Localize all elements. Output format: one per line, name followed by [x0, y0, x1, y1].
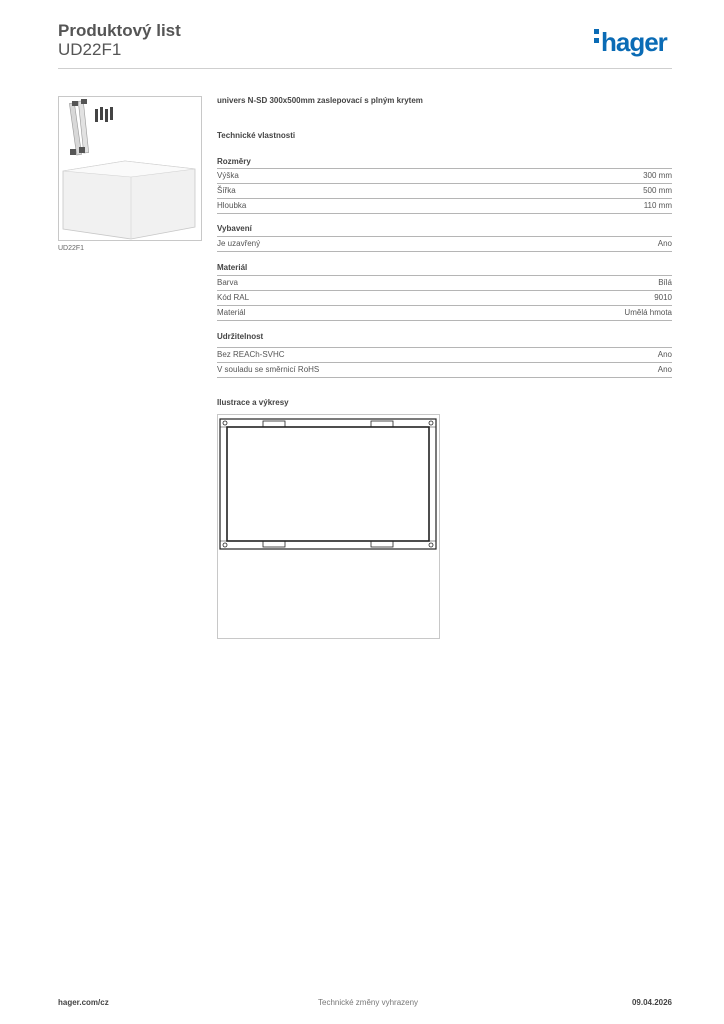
hager-logo [594, 27, 667, 58]
spec-row [217, 275, 672, 291]
section-end-rule [217, 320, 672, 321]
spec-value: 9010 [654, 293, 672, 302]
spec-label: Šířka [217, 186, 236, 195]
technical-drawing [217, 414, 440, 639]
spec-value: Ano [657, 350, 672, 359]
technical-drawing-svg [218, 415, 439, 638]
footer-date: 09.04.2026 [631, 998, 672, 1007]
section-title-vybaveni: Vybavení [217, 224, 252, 233]
spec-row [217, 183, 672, 199]
footer-website: hager.com/cz [58, 998, 109, 1007]
drawings-heading: Ilustrace a výkresy [217, 398, 289, 407]
logo-text: hager [601, 27, 667, 57]
spec-row [217, 362, 672, 378]
spec-row [217, 290, 672, 306]
section-end-rule [217, 213, 672, 214]
spec-label: Je uzavřený [217, 239, 261, 248]
spec-label: Bez REACh-SVHC [217, 350, 285, 359]
spec-value: 500 mm [643, 186, 672, 195]
spec-label: V souladu se směrnicí RoHS [217, 365, 320, 374]
spec-value: Ano [657, 365, 672, 374]
section-title-udrzitelnost: Udržitelnost [217, 332, 264, 341]
spec-value: 110 mm [643, 201, 672, 210]
spec-value: Ano [657, 239, 672, 248]
spec-value: Umělá hmota [624, 308, 672, 317]
spec-label: Barva [217, 278, 238, 287]
header-divider [58, 68, 672, 69]
spec-row [217, 236, 672, 252]
section-title-material: Materiál [217, 263, 248, 272]
spec-value: Bílá [658, 278, 672, 287]
spec-row [217, 347, 672, 363]
page-title: Produktový list [58, 21, 181, 40]
product-image [58, 96, 202, 241]
image-caption: UD22F1 [58, 245, 85, 252]
spec-value: 300 mm [643, 171, 672, 180]
section-end-rule [217, 377, 672, 378]
spec-row [217, 198, 672, 214]
section-end-rule [217, 251, 672, 252]
spec-label: Hloubka [217, 201, 247, 210]
product-illustration [59, 97, 201, 240]
spec-label: Materiál [217, 308, 246, 317]
section-title-rozmery: Rozměry [217, 157, 251, 166]
tech-properties-heading: Technické vlastnosti [217, 131, 296, 140]
product-code: UD22F1 [58, 40, 122, 59]
logo-colon-icon [594, 29, 599, 47]
spec-label: Kód RAL [217, 293, 250, 302]
footer-note: Technické změny vyhrazeny [318, 998, 419, 1007]
spec-row [217, 305, 672, 321]
product-description: univers N-SD 300x500mm zaslepovací s plným krytem [217, 96, 423, 105]
spec-label: Výška [217, 171, 239, 180]
spec-row [217, 168, 672, 184]
